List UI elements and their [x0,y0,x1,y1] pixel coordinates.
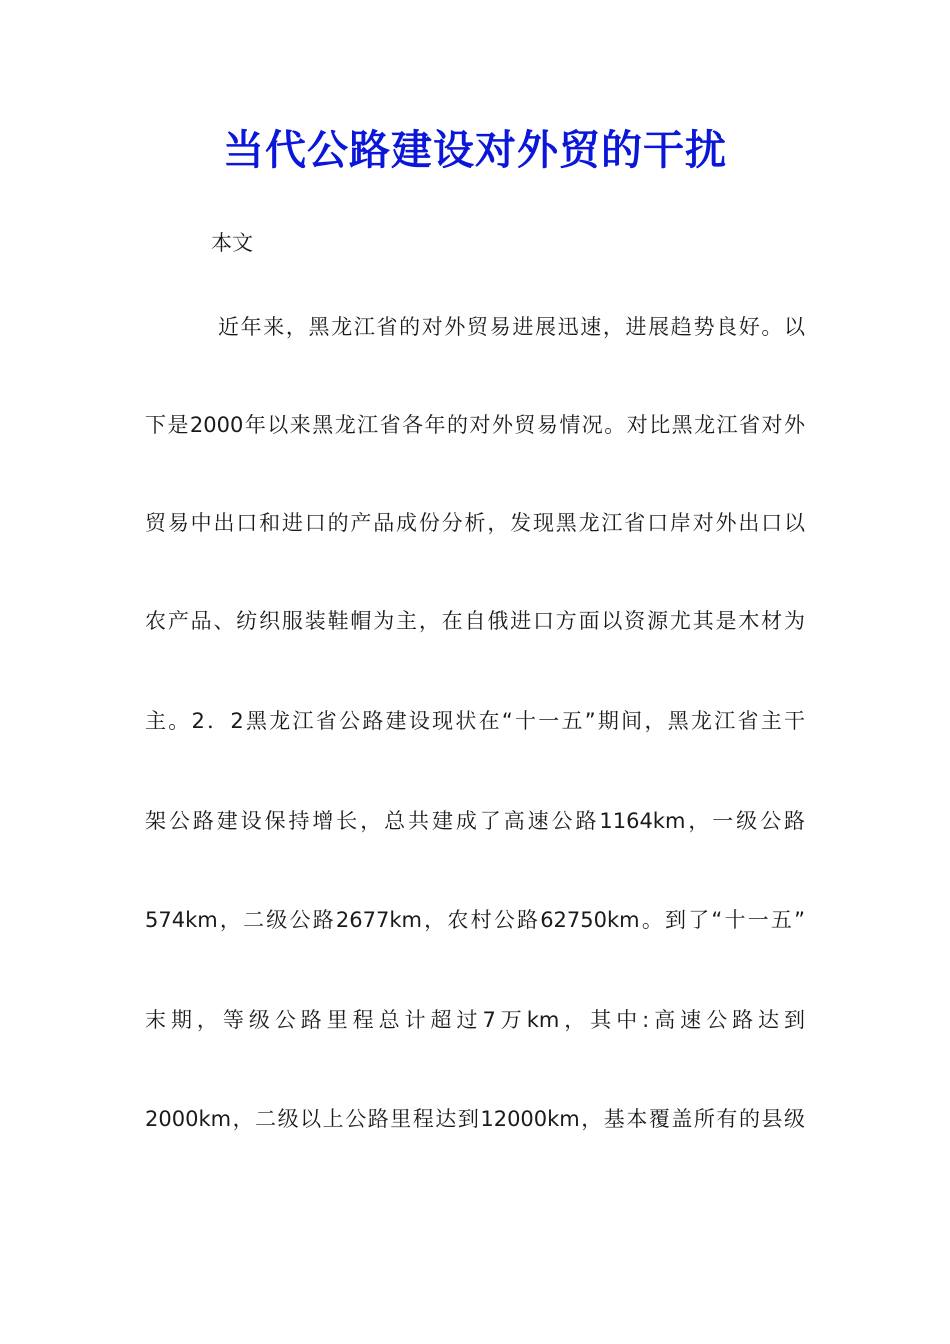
paragraph-line: 近年来，黑龙江省的对外贸易进展迅速，进展趋势良好。以 [218,315,805,339]
section-label: 本文 [211,231,253,255]
paragraph-line: 2000km，二级以上公路里程达到12000km，基本覆盖所有的县级 [145,1107,805,1131]
paragraph-line: 农产品、纺织服装鞋帽为主，在自俄进口方面以资源尤其是木材为 [145,609,805,633]
paragraph-line: 架公路建设保持增长，总共建成了高速公路1164km，一级公路 [145,809,805,833]
paragraph-line: 574km，二级公路2677km，农村公路62750km。到了“十一五” [145,908,805,932]
paragraph-line: 贸易中出口和进口的产品成份分析，发现黑龙江省口岸对外出口以 [145,511,805,535]
paragraph-line: 主。2．2黑龙江省公路建设现状在“十一五”期间，黑龙江省主干 [145,709,805,733]
paragraph-line: 下是2000年以来黑龙江省各年的对外贸易情况。对比黑龙江省对外 [145,413,805,437]
document-title: 当代公路建设对外贸的干扰 [223,126,727,174]
paragraph-line: 末期，等级公路里程总计超过7万km，其中:高速公路达到 [145,1008,805,1032]
